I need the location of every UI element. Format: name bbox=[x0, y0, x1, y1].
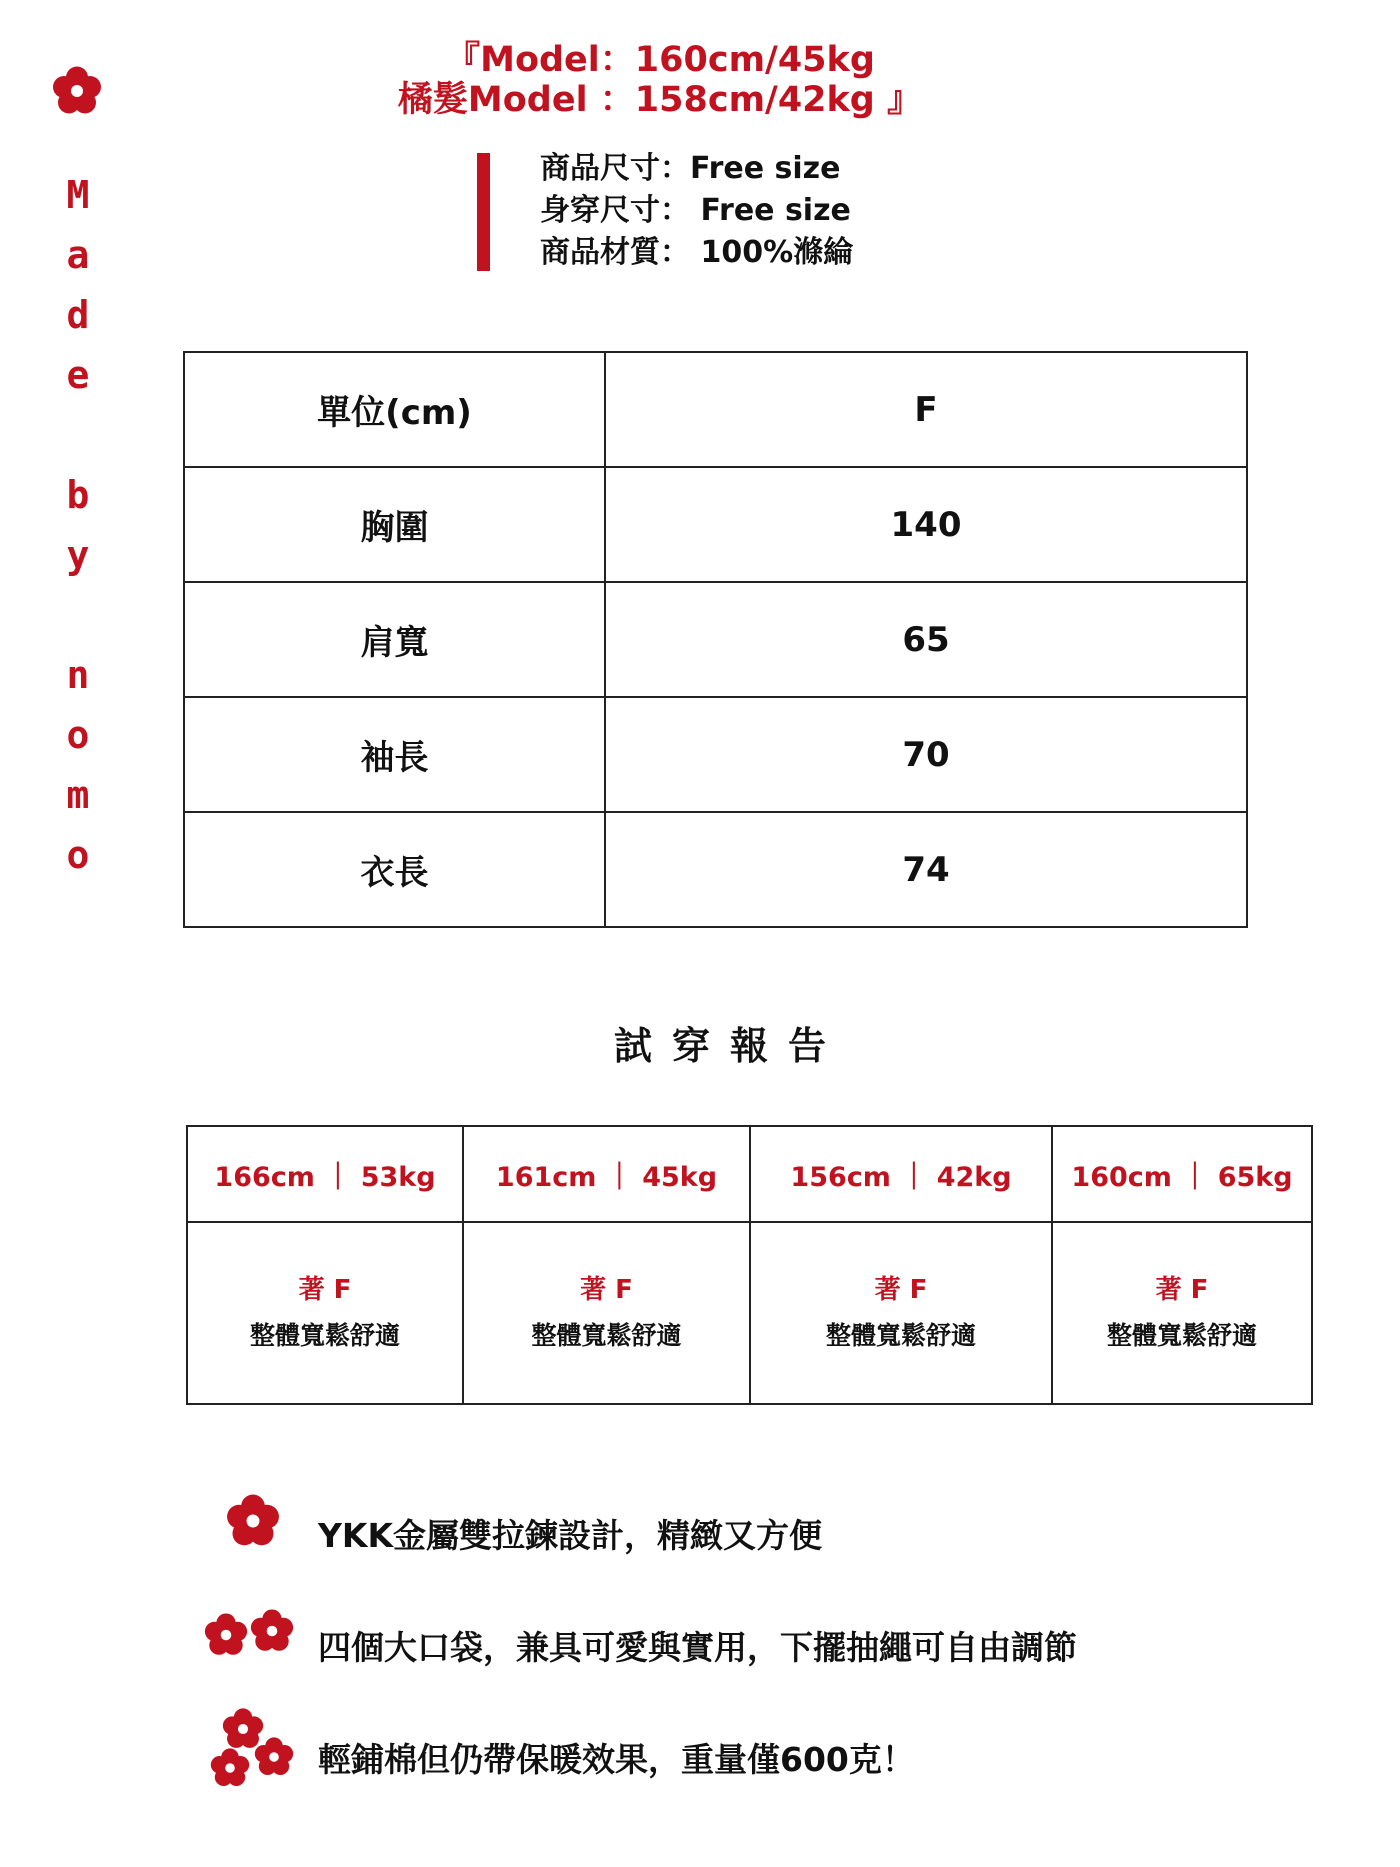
flower-icon bbox=[226, 1494, 280, 1548]
report-cell bbox=[750, 1222, 1052, 1404]
brand-letter: M bbox=[66, 173, 90, 217]
brand-letter-gap bbox=[40, 585, 116, 645]
size-table bbox=[183, 351, 1248, 928]
header-cell: F bbox=[605, 352, 1247, 467]
spec-item: 身穿尺寸： Free size bbox=[540, 193, 851, 228]
table-row bbox=[184, 582, 1247, 697]
tester-body: 156cm ｜ 42kg bbox=[750, 1126, 1052, 1222]
measure-value: 70 bbox=[605, 697, 1247, 812]
spec-accent-bar bbox=[477, 153, 490, 271]
brand-letter: m bbox=[66, 773, 90, 817]
table-row bbox=[184, 697, 1247, 812]
brand-letter: b bbox=[66, 473, 90, 517]
tester-comment: 整體寬鬆舒適 bbox=[825, 1321, 976, 1350]
feature-item: YKK金屬雙拉鍊設計，精緻又方便 bbox=[318, 1516, 823, 1555]
report-cell bbox=[1052, 1222, 1312, 1404]
flower-icon bbox=[52, 66, 102, 116]
feature-item: 輕鋪棉但仍帶保暖效果，重量僅600克！ bbox=[318, 1740, 915, 1779]
tester-body: 166cm ｜ 53kg bbox=[187, 1126, 463, 1222]
report-title: 試穿報告 bbox=[613, 1024, 846, 1068]
spec-item: 商品材質： 100%滌綸 bbox=[540, 235, 854, 270]
feature-item: 四個大口袋，兼具可愛與實用，下擺抽繩可自由調節 bbox=[318, 1628, 1077, 1667]
measure-label: 衣長 bbox=[184, 812, 605, 927]
spec-item: 商品尺寸：Free size bbox=[540, 151, 841, 186]
flower-icon bbox=[204, 1613, 248, 1657]
tester-size: 著 F bbox=[580, 1275, 633, 1305]
report-cell bbox=[463, 1222, 750, 1404]
brand-vertical-text bbox=[40, 165, 116, 885]
table-header-row bbox=[184, 352, 1247, 467]
measure-label: 袖長 bbox=[184, 697, 605, 812]
report-header-row bbox=[187, 1126, 1312, 1222]
table-row bbox=[184, 467, 1247, 582]
brand-letter: a bbox=[66, 233, 90, 277]
brand-letter: y bbox=[66, 533, 90, 577]
tester-size: 著 F bbox=[874, 1275, 928, 1305]
spec-list bbox=[540, 148, 853, 274]
brand-letter: o bbox=[66, 833, 90, 877]
report-table bbox=[186, 1125, 1313, 1405]
tester-body: 161cm ｜ 45kg bbox=[463, 1126, 750, 1222]
tester-comment: 整體寬鬆舒適 bbox=[1106, 1321, 1257, 1350]
brand-letter: d bbox=[66, 293, 90, 337]
measure-label: 肩寬 bbox=[184, 582, 605, 697]
flower-icon bbox=[250, 1609, 294, 1653]
flower-icon bbox=[210, 1748, 250, 1788]
tester-size: 著 F bbox=[298, 1275, 352, 1305]
tester-comment: 整體寬鬆舒適 bbox=[531, 1321, 682, 1350]
brand-letter: n bbox=[66, 653, 90, 697]
tester-body: 160cm ｜ 65kg bbox=[1052, 1126, 1312, 1222]
brand-letter-gap bbox=[40, 405, 116, 465]
brand-letter: e bbox=[66, 353, 90, 397]
model-line-1: 『Model：160cm/45kg bbox=[445, 40, 875, 80]
tester-size: 著 F bbox=[1155, 1275, 1209, 1305]
header-cell: 單位(cm) bbox=[184, 352, 605, 467]
measure-value: 140 bbox=[605, 467, 1247, 582]
flower-icon bbox=[254, 1737, 294, 1777]
table-row bbox=[184, 812, 1247, 927]
brand-letter: o bbox=[66, 713, 90, 757]
report-cell bbox=[187, 1222, 463, 1404]
model-line-2: 橘髮Model ：158cm/42kg 』 bbox=[397, 80, 923, 120]
report-body-row bbox=[187, 1222, 1312, 1404]
measure-value: 65 bbox=[605, 582, 1247, 697]
model-info bbox=[380, 40, 940, 120]
measure-value: 74 bbox=[605, 812, 1247, 927]
measure-label: 胸圍 bbox=[184, 467, 605, 582]
tester-comment: 整體寬鬆舒適 bbox=[249, 1321, 400, 1350]
